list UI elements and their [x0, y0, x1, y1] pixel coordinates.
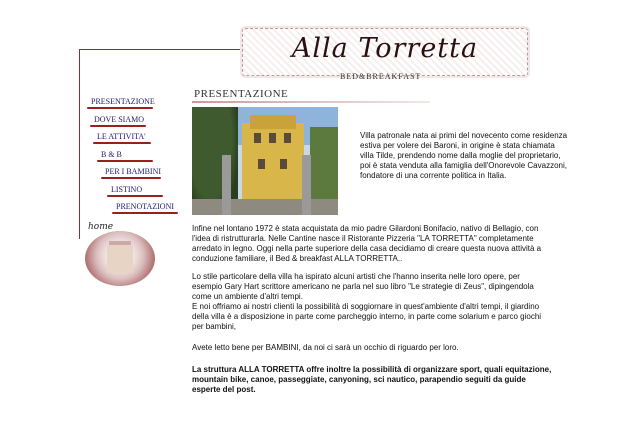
nav-listino[interactable]: LISTINO	[111, 185, 143, 194]
style-paragraph: Lo stile particolare della villa ha ispirato alcuni artisti che l'hanno inserita nelle loro opere, per esempio Gary Hart scrittore americano ne parla nel suo libro "Le strategie di Zeus", dipingendola come un ambiente d'altri tempi.	[192, 272, 534, 301]
photo-window	[284, 133, 291, 143]
photo-window	[269, 133, 276, 143]
home-villa-image	[107, 245, 133, 273]
logo-title: Alla Torretta	[291, 33, 479, 64]
logo-subtitle: BED&BREAKFAST	[340, 72, 422, 81]
home-thumbnail[interactable]	[85, 231, 155, 286]
children-paragraph: Avete letto bene per BAMBINI, da noi ci sarà un occhio di riguardo per loro.	[192, 343, 459, 352]
history-paragraph: Infine nel lontano 1972 è stata acquistata da mio padre Gilardoni Bonifacio, nativo di Bellagio, con l'idea di ristrutturarla. Nelle Cantine nasce il Ristorante Pizzeria "LA TORRETTA" completamente arredato in legno. Oggi nella parte superiore della casa decidiamo di creare questa nuova attività a conduzione familiare, il Bed & breakfast ALLA TORRETTA..	[192, 224, 542, 263]
photo-gate-pillar	[222, 155, 231, 215]
section-divider	[192, 101, 430, 103]
frame-top-border	[79, 49, 245, 50]
nav-underline	[90, 125, 146, 127]
section-title: PRESENTAZIONE	[194, 88, 289, 100]
nav-per-i-bambini[interactable]: PER I BAMBINI	[105, 167, 162, 176]
site-logo[interactable]	[242, 28, 528, 76]
photo-window	[258, 159, 265, 169]
photo-gate-pillar	[302, 155, 311, 215]
nav-dove-siamo[interactable]: DOVE SIAMO	[94, 115, 144, 124]
nav-underline	[101, 177, 161, 179]
sports-paragraph: La struttura ALLA TORRETTA offre inoltre la possibilità di organizzare sport, quali equitazione, mountain bike, canoe, passeggiate, canyoning, sci nautico, parapendio seguiti da guide esperte del post.	[192, 365, 552, 394]
nav-prenotazioni[interactable]: PRENOTAZIONI	[116, 202, 175, 211]
photo-villa-roof	[250, 115, 296, 129]
nav-presentazione[interactable]: PRESENTAZIONE	[91, 97, 155, 106]
frame-left-border	[79, 49, 80, 239]
nav-underline	[107, 195, 163, 197]
nav-le-attivita[interactable]: LE ATTIVITA'	[97, 132, 146, 141]
photo-window	[254, 133, 261, 143]
photo-window	[280, 159, 287, 169]
garden-paragraph: E noi offriamo ai nostri clienti la possibilità di soggiornare in quest'ambiente d'altri tempi, il giardino della villa è a disposizione in parte come parcheggio interno, in parte come solarium e parco giochi per bambini,	[192, 302, 542, 331]
nav-underline	[93, 142, 151, 144]
nav-underline	[87, 107, 153, 109]
nav-underline	[97, 160, 153, 162]
photo-ground	[192, 199, 338, 215]
villa-photo	[192, 107, 338, 215]
home-label[interactable]: home	[88, 222, 114, 232]
nav-bb[interactable]: B & B	[101, 150, 122, 159]
nav-underline	[112, 212, 178, 214]
intro-paragraph: Villa patronale nata ai primi del novecento come residenza estiva per volere dei Baroni, in origine è stata chiamata villa Tilde, prendendo nome dalla moglie del proprietario, poi è stata venduta alla famiglia dell'Onorevole Cavazzoni, fondatore di una corrente politica in Italia.	[360, 131, 568, 180]
